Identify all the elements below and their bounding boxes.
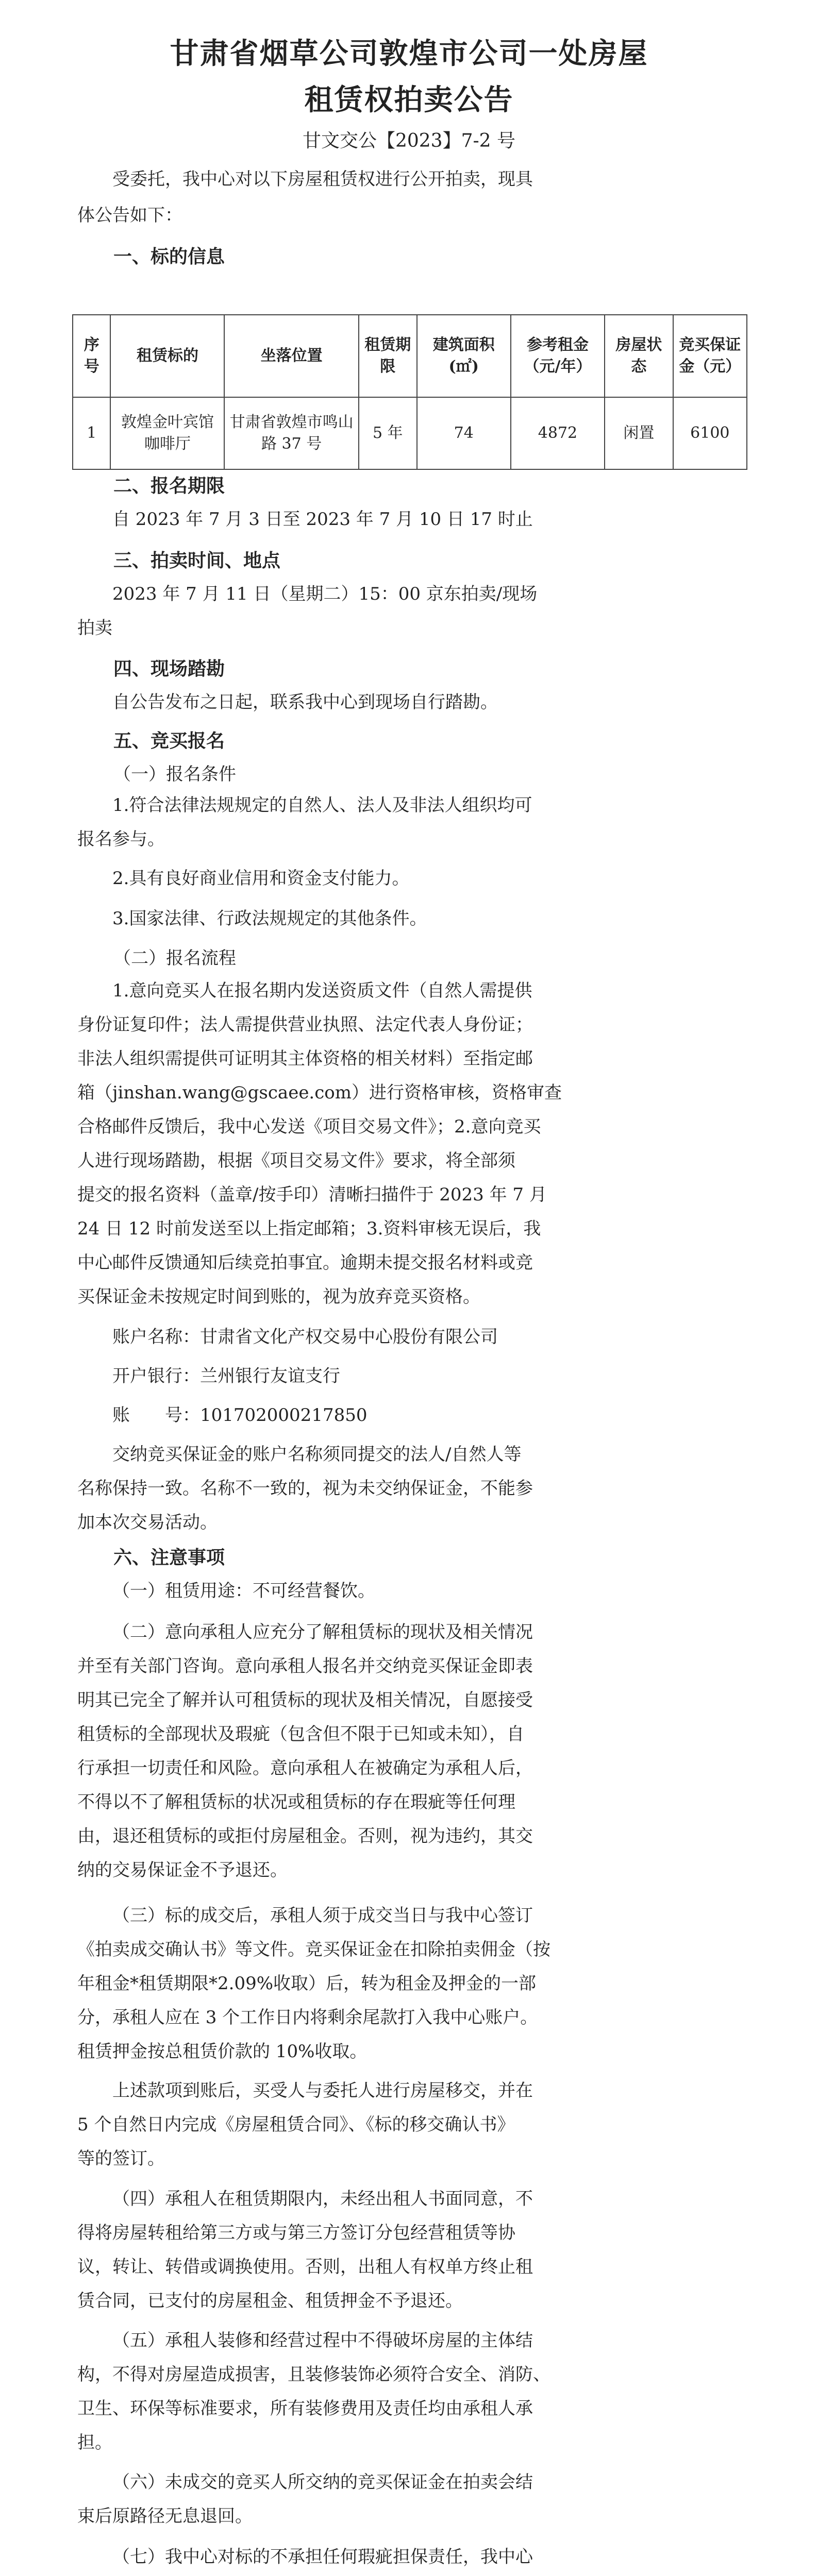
note-2-line: 由，退还租赁标的或拒付房屋租金。否则，视为违约，其交 (77, 1826, 533, 1846)
note-2-line: 行承担一切责任和风险。意向承租人在被确定为承租人后， (77, 1758, 533, 1778)
note-7-line (77, 2574, 742, 2576)
section-5-heading: 五、竞买报名 (113, 730, 225, 752)
note-4-line: （四）承租人在租赁期限内，未经出租人书面同意，不 (112, 2189, 533, 2209)
section-4-heading: 四、现场踏勘 (113, 658, 225, 680)
registration-flow-heading: （二）报名流程 (113, 948, 236, 969)
note-3b-line: 等的签订。 (77, 2148, 165, 2169)
flow-line: 中心邮件反馈通知后续竞拍事宜。逾期未提交报名材料或竞 (77, 1252, 533, 1273)
bank-name: 开户银行：兰州银行友谊支行 (112, 1366, 340, 1386)
note-3 (77, 1899, 742, 2069)
note-4 (77, 2182, 742, 2318)
table-header: 竞买保证金（元） (673, 315, 747, 397)
note-line: 加本次交易活动。 (77, 1512, 218, 1533)
intro-line-1: 受委托，我中心对以下房屋租赁权进行公开拍卖，现具 (112, 169, 533, 190)
table-row (73, 397, 747, 469)
table-header: 参考租金（元/年） (511, 315, 605, 397)
section-3-heading: 三、拍卖时间、地点 (113, 550, 281, 571)
flow-line: 24 日 12 时前发送至以上指定邮箱；3.资料审核无误后，我 (77, 1218, 541, 1239)
flow-line: 提交的报名资料（盖章/按手印）清晰扫描件于 2023 年 7 月 (77, 1184, 547, 1205)
table-cell: 74 (417, 397, 511, 469)
note-3-line: 年租金*租赁期限*2.09%收取）后，转为租金及押金的一部 (77, 1973, 537, 1994)
title-line-1: 甘肃省烟草公司敦煌市公司一处房屋 (170, 37, 648, 71)
note-1: （一）租赁用途：不可经营餐饮。 (112, 1581, 375, 1601)
note-5-line: （五）承租人装修和经营过程中不得破坏房屋的主体结 (112, 2330, 533, 2351)
note-2-line: 纳的交易保证金不予退还。 (77, 1860, 288, 1880)
table-header: 坐落位置 (224, 315, 358, 397)
auction-time-line-1: 2023 年 7 月 11 日（星期二）15：00 京东拍卖/现场 (112, 584, 538, 604)
note-3-line: 分，承租人应在 3 个工作日内将剩余尾款打入我中心账户。 (77, 2007, 538, 2028)
section-1-heading: 一、标的信息 (113, 246, 225, 267)
auction-time-line-2: 拍卖 (77, 618, 112, 638)
flow-line: 人进行现场踏勘，根据《项目交易文件》要求，将全部须 (77, 1150, 515, 1171)
note-3-line: 《拍卖成交确认书》等文件。竞买保证金在扣除拍卖佣金（按 (77, 1939, 550, 1960)
note-6-line: 束后原路径无息退回。 (77, 2506, 253, 2527)
note-7-line: （七）我中心对标的不承担任何瑕疵担保责任，我中心 (112, 2547, 533, 2567)
table-cell: 1 (73, 397, 110, 469)
table-header: 建筑面积(㎡) (417, 315, 511, 397)
table-cell: 4872 (511, 397, 605, 469)
note-3b-line: 上述款项到账后，买受人与委托人进行房屋移交，并在 (112, 2080, 533, 2101)
note-6 (77, 2465, 742, 2533)
condition-1-line-2: 报名参与。 (77, 829, 165, 850)
account-number: 账 号：101702000217850 (112, 1405, 368, 1426)
table-header: 租赁标的 (110, 315, 224, 397)
note-2-line: （二）意向承租人应充分了解租赁标的现状及相关情况 (112, 1622, 533, 1642)
note-line: 交纳竞买保证金的账户名称须同提交的法人/自然人等 (112, 1444, 522, 1465)
condition-3: 3.国家法律、行政法规规定的其他条件。 (112, 908, 427, 929)
note-7 (77, 2540, 742, 2576)
table-cell: 5 年 (359, 397, 417, 469)
section-2-heading: 二、报名期限 (113, 475, 225, 497)
table-header: 序号 (73, 315, 110, 397)
note-3-line: （三）标的成交后，承租人须于成交当日与我中心签订 (112, 1905, 533, 1926)
note-3b-line: 5 个自然日内完成《房屋租赁合同》、《标的移交确认书》 (77, 2114, 515, 2135)
doc-number: 甘文交公【2023】7-2 号 (302, 130, 516, 151)
flow-line: 1.意向竞买人在报名期内发送资质文件（自然人需提供 (112, 980, 532, 1001)
note-5-line: 构，不得对房屋造成损害，且装修装饰必须符合安全、消防、 (77, 2364, 550, 2385)
table-cell: 敦煌金叶宾馆咖啡厅 (110, 397, 224, 469)
note-line: 名称保持一致。名称不一致的，视为未交纳保证金，不能参 (77, 1478, 533, 1499)
note-5-line: 担。 (77, 2432, 112, 2453)
title-line-2: 租赁权拍卖公告 (304, 83, 514, 117)
table-header-row (73, 315, 747, 397)
note-5-line: 卫生、环保等标准要求，所有装修费用及责任均由承租人承 (77, 2398, 533, 2419)
flow-line: 合格邮件反馈后，我中心发送《项目交易文件》；2.意向竞买 (77, 1116, 541, 1137)
flow-line: 身份证复印件；法人需提供营业执照、法定代表人身份证； (77, 1014, 533, 1035)
registration-conditions-heading: （一）报名条件 (113, 764, 236, 785)
note-6-line: （六）未成交的竞买人所交纳的竞买保证金在拍卖会结 (112, 2472, 533, 2493)
note-4-line: 得将房屋转租给第三方或与第三方签订分包经营租赁等协 (77, 2223, 515, 2243)
flow-line: 买保证金未按规定时间到账的，视为放弃竞买资格。 (77, 1286, 480, 1307)
note-3b (77, 2074, 742, 2176)
table-header: 租赁期限 (359, 315, 417, 397)
deposit-note (77, 1437, 742, 1539)
note-2 (77, 1615, 742, 1887)
account-name: 账户名称：甘肃省文化产权交易中心股份有限公司 (112, 1327, 498, 1347)
flow-line: 非法人组织需提供可证明其主体资格的相关材料）至指定邮 (77, 1048, 533, 1069)
note-5 (77, 2324, 742, 2460)
info-table (72, 314, 747, 470)
table-header: 房屋状态 (605, 315, 673, 397)
table-cell: 闲置 (605, 397, 673, 469)
site-visit-text: 自公告发布之日起，联系我中心到现场自行踏勘。 (112, 692, 498, 713)
condition-1-line-1: 1.符合法律法规规定的自然人、法人及非法人组织均可 (112, 795, 532, 816)
registration-flow-text (77, 974, 742, 1314)
condition-2: 2.具有良好商业信用和资金支付能力。 (112, 868, 410, 889)
note-4-line: 议，转让、转借或调换使用。否则，出租人有权单方终止租 (77, 2257, 533, 2277)
note-2-line: 不得以不了解租赁标的状况或租赁标的存在瑕疵等任何理 (77, 1792, 515, 1812)
note-3-line: 租赁押金按总租赁价款的 10%收取。 (77, 2041, 368, 2062)
note-2-line: 明其已完全了解并认可租赁标的现状及相关情况，自愿接受 (77, 1690, 533, 1710)
registration-period: 自 2023 年 7 月 3 日至 2023 年 7 月 10 日 17 时止 (112, 509, 533, 530)
table-cell: 甘肃省敦煌市鸣山路 37 号 (224, 397, 358, 469)
note-4-line: 赁合同，已支付的房屋租金、租赁押金不予退还。 (77, 2291, 463, 2311)
note-2-line: 租赁标的全部现状及瑕疵（包含但不限于已知或未知），自 (77, 1724, 524, 1744)
flow-line: 箱（jinshan.wang@gscaee.com）进行资格审核，资格审查 (77, 1082, 562, 1103)
section-6-heading: 六、注意事项 (113, 1547, 225, 1568)
table-cell: 6100 (673, 397, 747, 469)
intro-line-2: 体公告如下： (77, 205, 182, 226)
note-2-line: 并至有关部门咨询。意向承租人报名并交纳竞买保证金即表 (77, 1656, 533, 1676)
